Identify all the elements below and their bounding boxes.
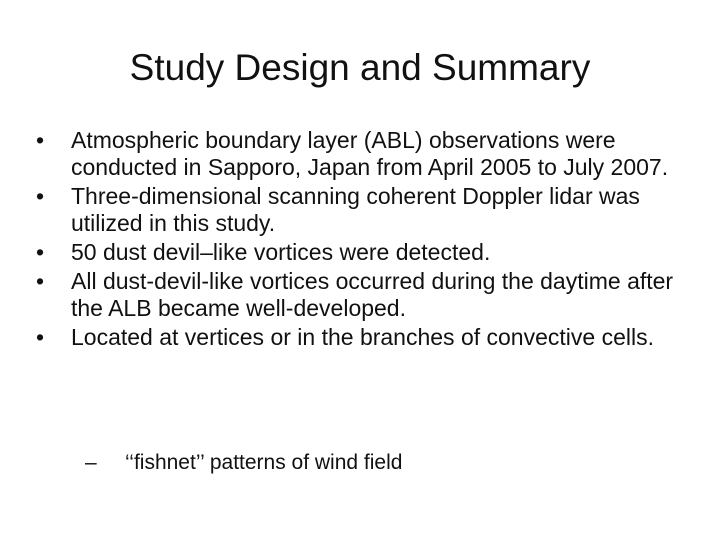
bullet-text: All dust-devil-like vortices occurred during the daytime after the ALB became well-developed. bbox=[71, 268, 674, 321]
bullet-marker: • bbox=[36, 324, 45, 350]
bullet-marker: • bbox=[36, 183, 45, 209]
bullet-item bbox=[36, 127, 696, 181]
bullet-item bbox=[36, 183, 696, 237]
bullet-text: Three-dimensional scanning coherent Doppler lidar was utilized in this study. bbox=[71, 183, 640, 236]
bullet-list bbox=[36, 127, 696, 353]
bullet-marker: • bbox=[36, 239, 45, 265]
sub-bullet-list bbox=[85, 449, 685, 477]
slide-title: Study Design and Summary bbox=[129, 47, 591, 88]
sub-bullet-marker: – bbox=[85, 451, 97, 474]
sub-bullet-item bbox=[85, 449, 685, 477]
bullet-text: Located at vertices or in the branches of convective cells. bbox=[71, 324, 654, 350]
bullet-text: 50 dust devil–like vortices were detected. bbox=[71, 239, 491, 265]
bullet-marker: • bbox=[36, 268, 45, 294]
bullet-item bbox=[36, 268, 696, 322]
bullet-marker: • bbox=[36, 127, 45, 153]
bullet-text: Atmospheric boundary layer (ABL) observations were conducted in Sapporo, Japan from April 2005 to July 2007. bbox=[71, 127, 669, 180]
bullet-item bbox=[36, 239, 696, 266]
bullet-item bbox=[36, 324, 696, 351]
sub-bullet-text: ‘‘fishnet’’ patterns of wind field bbox=[125, 451, 403, 474]
